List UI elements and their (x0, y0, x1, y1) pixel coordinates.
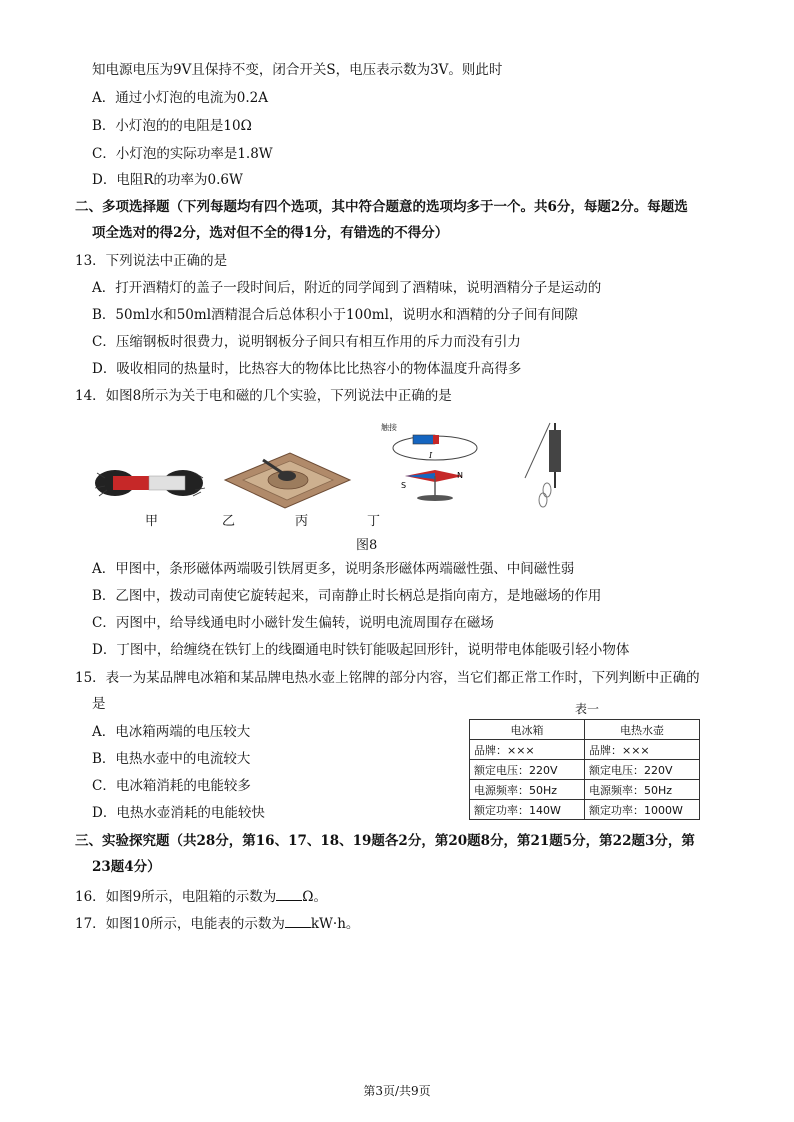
table-header-kettle: 电热水壶 (585, 720, 700, 740)
table-cell: 额定电压：220V (470, 760, 585, 780)
q14-option-d: D．丁图中，给缠绕在铁钉上的线圈通电时铁钉能吸起回形针，说明带电体能吸引轻小物体 (92, 642, 630, 658)
page-footer: 第3页/共9页 (363, 1084, 431, 1098)
q15-stem-line2: 是 (92, 696, 106, 712)
table-cell: 电源频率：50Hz (470, 780, 585, 800)
section2-heading-line1: 二、多项选择题（下列每题均有四个选项，其中符合题意的选项均多于一个。共6分，每题2分。每题选 (75, 199, 688, 215)
table-cell: 额定电压：220V (585, 760, 700, 780)
q12-option-a: A．通过小灯泡的电流为0.2A (92, 90, 268, 106)
table-row (470, 740, 700, 760)
table-cell: 品牌：××× (585, 740, 700, 760)
current-label: I (429, 451, 433, 460)
table-row (470, 800, 700, 820)
q17-suffix: kW·h。 (310, 916, 360, 932)
table-header-fridge: 电冰箱 (470, 720, 585, 740)
oersted-illustration (381, 422, 477, 501)
figure-label-yi: 乙 (222, 514, 236, 529)
q15-option-a: A．电冰箱两端的电压较大 (92, 724, 251, 740)
q13-option-a: A．打开酒精灯的盖子一段时间后，附近的同学闻到了酒精味，说明酒精分子是运动的 (92, 280, 602, 296)
q14-option-c: C．丙图中，给导线通电时小磁针发生偏转，说明电流周围存在磁场 (92, 615, 494, 631)
q14-stem: 14．如图8所示为关于电和磁的几个实验，下列说法中正确的是 (75, 388, 452, 404)
section2-heading-line2: 项全选对的得2分，选对但不全的得1分，有错选的不得分） (92, 225, 449, 241)
bar-magnet-illustration (95, 470, 205, 496)
touch-label: 触接 (381, 423, 397, 432)
q15-option-d: D．电热水壶消耗的电能较快 (92, 805, 265, 821)
figure-label-bing: 丙 (295, 514, 309, 529)
q15-option-b: B．电热水壶中的电流较大 (92, 751, 251, 767)
figure-8-caption: 图8 (356, 538, 378, 553)
figure-label-jia: 甲 (145, 514, 159, 529)
q14-option-b: B．乙图中，拨动司南使它旋转起来，司南静止时长柄总是指向南方，是地磁场的作用 (92, 588, 602, 604)
pole-s-label: S (401, 481, 407, 490)
pole-n-label: N (457, 471, 463, 480)
figure-8 (85, 418, 605, 518)
section3-heading-line1: 三、实验探究题（共28分，第16、17、18、19题各2分，第20题8分，第21题5分，第22题3分，第 (75, 833, 695, 849)
q16-answer-blank (276, 886, 302, 901)
q12-option-d: D．电阻R的功率为0.6W (92, 172, 243, 188)
q14-option-a: A．甲图中，条形磁体两端吸引铁屑更多，说明条形磁体两端磁性强、中间磁性弱 (92, 561, 575, 577)
sinan-compass-illustration (225, 453, 350, 508)
q16-prefix: 16．如图9所示，电阻箱的示数为 (75, 889, 277, 905)
table-cell: 品牌：××× (470, 740, 585, 760)
nameplate-table (469, 719, 700, 820)
q12-stem-tail: 知电源电压为9V且保持不变，闭合开关S，电压表示数为3V。则此时 (92, 62, 503, 78)
q17-prefix: 17．如图10所示，电能表的示数为 (75, 916, 285, 932)
section3-heading-line2: 23题4分） (92, 859, 161, 875)
table-cell: 电源频率：50Hz (585, 780, 700, 800)
table-row (470, 780, 700, 800)
table-header-row (470, 720, 700, 740)
table-cell: 额定功率：1000W (585, 800, 700, 820)
q13-option-d: D．吸收相同的热量时，比热容大的物体比比热容小的物体温度升高得多 (92, 361, 522, 377)
q17-question (75, 913, 359, 934)
q16-question (75, 886, 327, 907)
q15-option-c: C．电冰箱消耗的电能较多 (92, 778, 251, 794)
q13-option-b: B．50ml水和50ml酒精混合后总体积小于100ml，说明水和酒精的分子间有间隙 (92, 307, 578, 323)
q17-answer-blank (285, 913, 311, 928)
q12-option-b: B．小灯泡的的电阻是10Ω (92, 118, 252, 134)
figure-label-ding: 丁 (367, 514, 381, 529)
q13-stem: 13．下列说法中正确的是 (75, 253, 228, 269)
table-1-title: 表一 (575, 702, 600, 716)
table-cell: 额定功率：140W (470, 800, 585, 820)
table-row (470, 760, 700, 780)
q16-suffix: Ω。 (302, 889, 327, 905)
electromagnet-illustration (525, 423, 561, 507)
q12-option-c: C．小灯泡的实际功率是1.8W (92, 146, 273, 162)
q13-option-c: C．压缩钢板时很费力，说明钢板分子间只有相互作用的斥力而没有引力 (92, 334, 521, 350)
q15-stem-line1: 15．表一为某品牌电冰箱和某品牌电热水壶上铭牌的部分内容，当它们都正常工作时，下列判断中正确的 (75, 670, 700, 686)
